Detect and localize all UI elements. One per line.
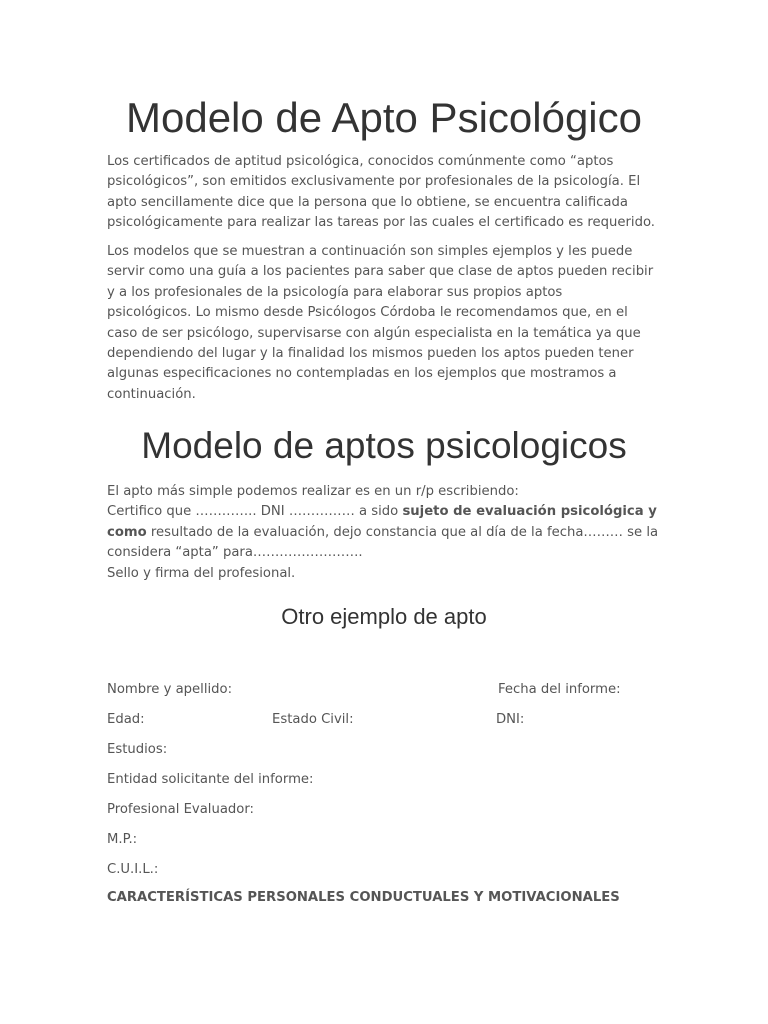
simple-apto-line: considera “apta” para……………………. — [107, 545, 363, 561]
intro-line: Los certificados de aptitud psicológica, conocidos comúnmente como “aptos — [107, 154, 614, 169]
models-line: algunas especificaciones no contempladas en los ejemplos que mostramos a — [107, 366, 617, 382]
page-title: Modelo de Apto Psicológico — [126, 94, 642, 141]
simple-apto-line — [107, 502, 667, 522]
models-line: caso de ser psicólogo, supervisarse con algún especialista en la temática ya que — [107, 325, 641, 341]
models-paragraph — [107, 242, 667, 405]
intro-line: psicológicamente para realizar las tareas por las cuales el certificado es requerido. — [107, 215, 655, 231]
field-profesional-label: Profesional Evaluador: — [107, 802, 254, 817]
models-line: continuación. — [107, 386, 196, 402]
caracteristicas-heading: CARACTERÍSTICAS PERSONALES CONDUCTUALES Y MOTIVACIONALES — [107, 890, 620, 905]
field-estudios-label: Estudios: — [107, 742, 168, 757]
field-mp-label: M.P.: — [107, 832, 138, 847]
field-edad-label: Edad: — [107, 712, 145, 727]
field-fecha-label: Fecha del informe: — [498, 682, 621, 697]
simple-apto-line: Sello y firma del profesional. — [107, 565, 296, 581]
field-nombre-label: Nombre y apellido: — [107, 682, 233, 697]
intro-line: psicológicos”, son emitidos exclusivamente por profesionales de la psicología. El — [107, 174, 641, 190]
certifico-text: Certifico que ………….. DNI …………… a sido — [107, 504, 403, 520]
section-title-otro-ejemplo: Otro ejemplo de apto — [281, 604, 487, 629]
field-cuil-label: C.U.I.L.: — [107, 862, 159, 877]
bold-text: como — [107, 524, 147, 540]
simple-apto-line — [107, 523, 667, 543]
intro-paragraph — [107, 152, 667, 234]
simple-apto-line: El apto más simple podemos realizar es en un r/p escribiendo: — [107, 484, 519, 499]
models-line: dependiendo del lugar y la finalidad los mismos pueden los aptos pueden tener — [107, 346, 634, 362]
models-line: y a los profesionales de la psicología para elaborar sus propios aptos — [107, 284, 563, 300]
field-estado-civil-label: Estado Civil: — [272, 712, 354, 727]
field-dni-label: DNI: — [496, 712, 525, 727]
simple-apto-paragraph — [107, 482, 667, 584]
models-line: servir como una guía a los pacientes para saber que clase de aptos pueden recibir — [107, 264, 654, 280]
models-line: Los modelos que se muestran a continuación son simples ejemplos y les puede — [107, 244, 633, 259]
field-entidad-label: Entidad solicitante del informe: — [107, 772, 314, 787]
section-title-modelo: Modelo de aptos psicologicos — [141, 425, 627, 466]
resultado-text: resultado de la evaluación, dejo constancia que al día de la fecha……… se la — [146, 524, 659, 540]
bold-text: sujeto de evaluación psicológica y — [402, 504, 657, 520]
models-line: psicológicos. Lo mismo desde Psicólogos Córdoba le recomendamos que, en el — [107, 305, 628, 321]
intro-line: apto sencillamente dice que la persona que lo obtiene, se encuentra calificada — [107, 194, 628, 210]
